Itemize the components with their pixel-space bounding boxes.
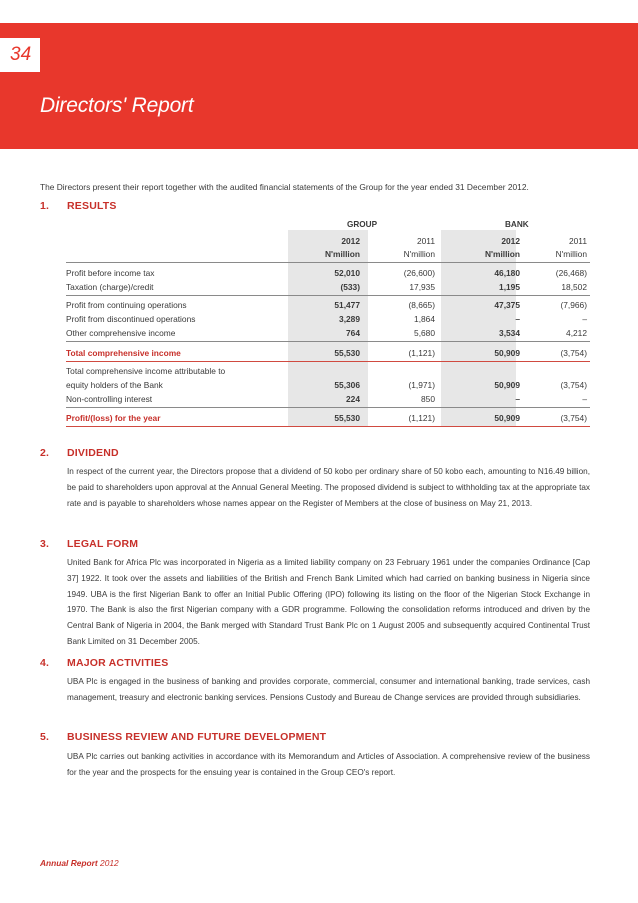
- section-title: MAJOR ACTIVITIES: [67, 657, 169, 669]
- page-number: 34: [0, 38, 40, 72]
- table-cell: (7,966): [560, 300, 587, 310]
- year-header: 2012: [341, 236, 360, 246]
- header-banner: [0, 23, 638, 149]
- row-label: Other comprehensive income: [66, 328, 176, 338]
- row-label: Profit from discontinued operations: [66, 314, 196, 324]
- table-cell: 1,864: [414, 314, 435, 324]
- table-cell: 1,195: [499, 282, 520, 292]
- unit-header: N'million: [555, 249, 587, 259]
- table-cell: 764: [346, 328, 360, 338]
- table-cell: 52,010: [334, 268, 360, 278]
- table-cell: 51,477: [334, 300, 360, 310]
- section-title: RESULTS: [67, 200, 117, 212]
- table-cell: (533): [340, 282, 360, 292]
- section-heading-major-activities: [40, 657, 168, 669]
- table-divider: [66, 407, 590, 408]
- section-number: 1.: [40, 200, 50, 212]
- table-cell: –: [515, 314, 520, 324]
- row-label: Profit before income tax: [66, 268, 155, 278]
- table-cell: (26,468): [555, 268, 587, 278]
- legal-form-paragraph: United Bank for Africa Plc was incorporated in Nigeria as a limited liability company on 23 February 1961 under the companies Ordinance [Cap 37] 1922. It took over the assets and liabilities of the British and French Bank Limited which had carried on banking business in Nigeria since 1949. UBA is the first Nigerian Bank to offer an Initial Public Offering (IPO) following its listing on the floor of the Nigerian Stock Exchange in 1970. The Bank is also the first Nigerian company with a GDR programme. Following the consolidation reforms introduced and driven by the Central Bank of Nigeria in 2004, the Bank merged with Standard Trust Bank Plc on 1 August 2005 and subsequently acquired Continental Trust Bank Limited on 31 December 2005.: [67, 558, 590, 646]
- table-cell: 46,180: [494, 268, 520, 278]
- table-cell: (1,971): [408, 380, 435, 390]
- section-number: 3.: [40, 538, 50, 550]
- row-label: Taxation (charge)/credit: [66, 282, 154, 292]
- table-cell: (8,665): [408, 300, 435, 310]
- table-cell: 50,909: [494, 380, 520, 390]
- row-label: equity holders of the Bank: [66, 380, 163, 390]
- table-cell: 224: [346, 394, 360, 404]
- table-divider: [66, 361, 590, 362]
- table-cell: 3,289: [339, 314, 360, 324]
- section-heading-business-review: [40, 731, 326, 743]
- table-cell: 3,534: [499, 328, 520, 338]
- table-cell: –: [582, 394, 587, 404]
- table-cell: 55,530: [334, 348, 360, 358]
- table-cell: 50,909: [494, 348, 520, 358]
- row-label: Total comprehensive income attributable to: [66, 366, 226, 376]
- section-number: 2.: [40, 447, 50, 459]
- year-header: 2012: [501, 236, 520, 246]
- table-cell: 47,375: [494, 300, 520, 310]
- year-header: 2011: [568, 236, 587, 246]
- page-title: Directors' Report: [40, 94, 194, 117]
- dividend-paragraph: In respect of the current year, the Directors propose that a dividend of 50 kobo per ordinary share of 50 kobo each, amounting to N16.49 billion, be paid to shareholders upon approval at the Annual General Meeting. The proposed dividend is subject to withholding tax at the appropriate tax rate and is payable to shareholders whose names appear on the Register of Members at the close of business on May 21, 2013.: [67, 467, 590, 508]
- table-cell: (26,600): [403, 268, 435, 278]
- table-cell: –: [515, 394, 520, 404]
- section-title: DIVIDEND: [67, 447, 119, 459]
- table-divider: [66, 341, 590, 342]
- business-review-paragraph: UBA Plc carries out banking activities in accordance with its Memorandum and Articles of Association. A comprehensive review of the business for the year and the prospects for the ensuing year is contained in the Group CEO's report.: [67, 752, 590, 777]
- total-row-label: Profit/(loss) for the year: [66, 413, 161, 423]
- table-cell: –: [582, 314, 587, 324]
- table-cell: 55,530: [334, 413, 360, 423]
- total-row-label: Total comprehensive income: [66, 348, 181, 358]
- table-divider: [66, 262, 590, 263]
- section-title: BUSINESS REVIEW AND FUTURE DEVELOPMENT: [67, 731, 327, 743]
- table-cell: (3,754): [560, 413, 587, 423]
- section-title: LEGAL FORM: [67, 538, 139, 550]
- section-heading-legal-form: [40, 538, 138, 550]
- table-cell: (3,754): [560, 380, 587, 390]
- footer: [40, 858, 119, 868]
- table-cell: 4,212: [566, 328, 587, 338]
- row-label: Non-controlling interest: [66, 394, 153, 404]
- footer-label: Annual Report: [40, 858, 98, 868]
- table-divider: [66, 295, 590, 296]
- section-number: 4.: [40, 657, 50, 669]
- table-cell: 5,680: [414, 328, 435, 338]
- unit-header: N'million: [403, 249, 435, 259]
- bank-column-header: BANK: [505, 220, 529, 229]
- footer-year: 2012: [100, 858, 119, 868]
- table-cell: 17,935: [409, 282, 435, 292]
- section-heading-dividend: [40, 447, 119, 459]
- table-cell: (1,121): [408, 348, 435, 358]
- table-cell: (1,121): [408, 413, 435, 423]
- unit-header: N'million: [484, 249, 520, 259]
- intro-text: The Directors present their report together with the audited financial statements of the Group for the year ended 31 December 2012.: [40, 182, 529, 192]
- year-header: 2011: [416, 236, 435, 246]
- group-column-header: GROUP: [347, 220, 378, 229]
- table-divider: [66, 426, 590, 427]
- major-activities-paragraph: UBA Plc is engaged in the business of banking and provides corporate, commercial, consumer and international banking, trade services, cash management, treasury and electronic banking services. Pensions Custody and Bureau de Change services are provided through subsidiaries.: [67, 677, 590, 702]
- row-label: Profit from continuing operations: [66, 300, 187, 310]
- section-number: 5.: [40, 731, 50, 743]
- unit-header: N'million: [324, 249, 360, 259]
- table-cell: 55,306: [334, 380, 360, 390]
- table-cell: 18,502: [561, 282, 587, 292]
- table-cell: (3,754): [560, 348, 587, 358]
- table-cell: 50,909: [494, 413, 520, 423]
- table-cell: 850: [421, 394, 435, 404]
- section-heading-results: [40, 200, 117, 212]
